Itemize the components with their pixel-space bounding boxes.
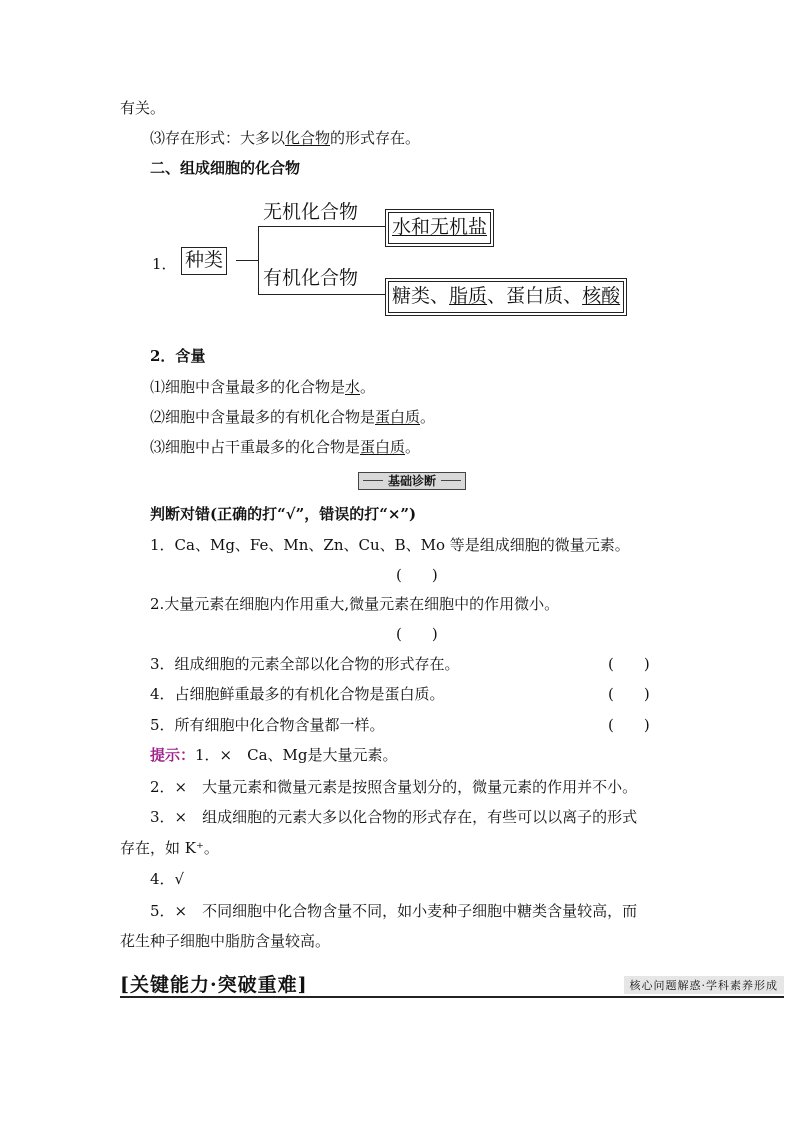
answer-underlined: 化合物 xyxy=(285,129,331,147)
answer-blank: ( ) xyxy=(608,716,650,734)
text-segment: 。 xyxy=(420,408,436,426)
text-segment: ⑵细胞中含量最多的有机化合物是 xyxy=(150,408,376,426)
quiz-question: 1．Ca、Mg、Fe、Mn、Zn、Cu、B、Mo 等是组成细胞的微量元素。 xyxy=(150,536,630,554)
section-header-bar xyxy=(120,970,784,998)
hint-answer: 1．× Ca、Mg是大量元素。 xyxy=(195,746,398,764)
separator: 、 xyxy=(487,285,507,307)
tree-branch-organic: 有机化合物 xyxy=(263,267,359,289)
hint-label: 提示： xyxy=(150,746,196,764)
hint-answer: 2．× 大量元素和微量元素是按照含量划分的，微量元素的作用并不小。 xyxy=(150,778,638,796)
hint-answer: 花生种子细胞中脂肪含量较高。 xyxy=(120,932,331,950)
text-segment: 。 xyxy=(405,438,421,456)
quiz-instruction: 判断对错(正确的打“√”，错误的打“×”) xyxy=(150,505,417,523)
text-segment: 的形式存在。 xyxy=(330,129,421,147)
quiz-question: 5．所有细胞中化合物含量都一样。 xyxy=(150,716,385,734)
separator: 、 xyxy=(563,285,583,307)
tree-branch-inorganic: 无机化合物 xyxy=(263,201,359,223)
text-line xyxy=(150,407,435,427)
answer-blank: ( ) xyxy=(608,685,650,703)
answer-underlined: 蛋白质 xyxy=(360,438,406,456)
tree-root-box: 种类 xyxy=(181,247,227,275)
answer-underlined: 水和无机盐 xyxy=(392,216,488,238)
tree-connector xyxy=(236,260,258,261)
hint-answer: 存在，如 K⁺。 xyxy=(120,839,219,857)
hint-answer: 3．× 组成细胞的元素大多以化合物的形式存在，有些可以以离子的形式 xyxy=(150,808,638,826)
answer-blank: ( ) xyxy=(396,566,438,584)
tree-result-organic xyxy=(388,281,624,313)
section-title: [关键能力·突破重难] xyxy=(120,974,308,996)
answer-blank: ( ) xyxy=(396,625,438,643)
text-line xyxy=(150,437,420,457)
item-heading: 2．含量 xyxy=(150,347,206,365)
tree-connector xyxy=(258,294,386,295)
hint-answer: 4．√ xyxy=(150,870,185,888)
answer-blank: ( ) xyxy=(608,655,650,673)
answer-underlined: 蛋白质 xyxy=(375,408,421,426)
answer-underlined: 水 xyxy=(345,378,361,396)
quiz-question: 3．组成细胞的元素全部以化合物的形式存在。 xyxy=(150,655,460,673)
text-segment: 。 xyxy=(360,378,376,396)
tree-connector xyxy=(258,226,386,227)
section-heading: 二、组成细胞的化合物 xyxy=(150,159,301,177)
organic-item: 脂质 xyxy=(449,285,488,307)
separator: 、 xyxy=(430,285,450,307)
section-tag: 核心问题解惑·学科素养形成 xyxy=(624,976,785,994)
tree-result-inorganic xyxy=(388,212,491,244)
text-line xyxy=(150,377,375,397)
organic-item: 蛋白质 xyxy=(506,285,564,307)
text-line: 有关。 xyxy=(120,99,166,117)
text-line xyxy=(150,128,420,148)
organic-item: 核酸 xyxy=(582,285,621,307)
organic-item: 糖类 xyxy=(392,285,431,307)
text-segment: ⑴细胞中含量最多的化合物是 xyxy=(150,378,346,396)
text-segment: ⑶存在形式：大多以 xyxy=(150,129,286,147)
text-segment: ⑶细胞中占干重最多的化合物是 xyxy=(150,438,361,456)
item-number: 1． xyxy=(152,255,177,273)
hint-answer: 5．× 不同细胞中化合物含量不同，如小麦种子细胞中糖类含量较高，而 xyxy=(150,902,638,920)
quiz-question: 4．占细胞鲜重最多的有机化合物是蛋白质。 xyxy=(150,685,445,703)
quiz-question: 2.大量元素在细胞内作用重大,微量元素在细胞中的作用微小。 xyxy=(150,595,560,613)
hint-line xyxy=(150,745,398,765)
tree-connector xyxy=(258,226,259,294)
section-badge: 基础诊断 xyxy=(358,472,466,490)
